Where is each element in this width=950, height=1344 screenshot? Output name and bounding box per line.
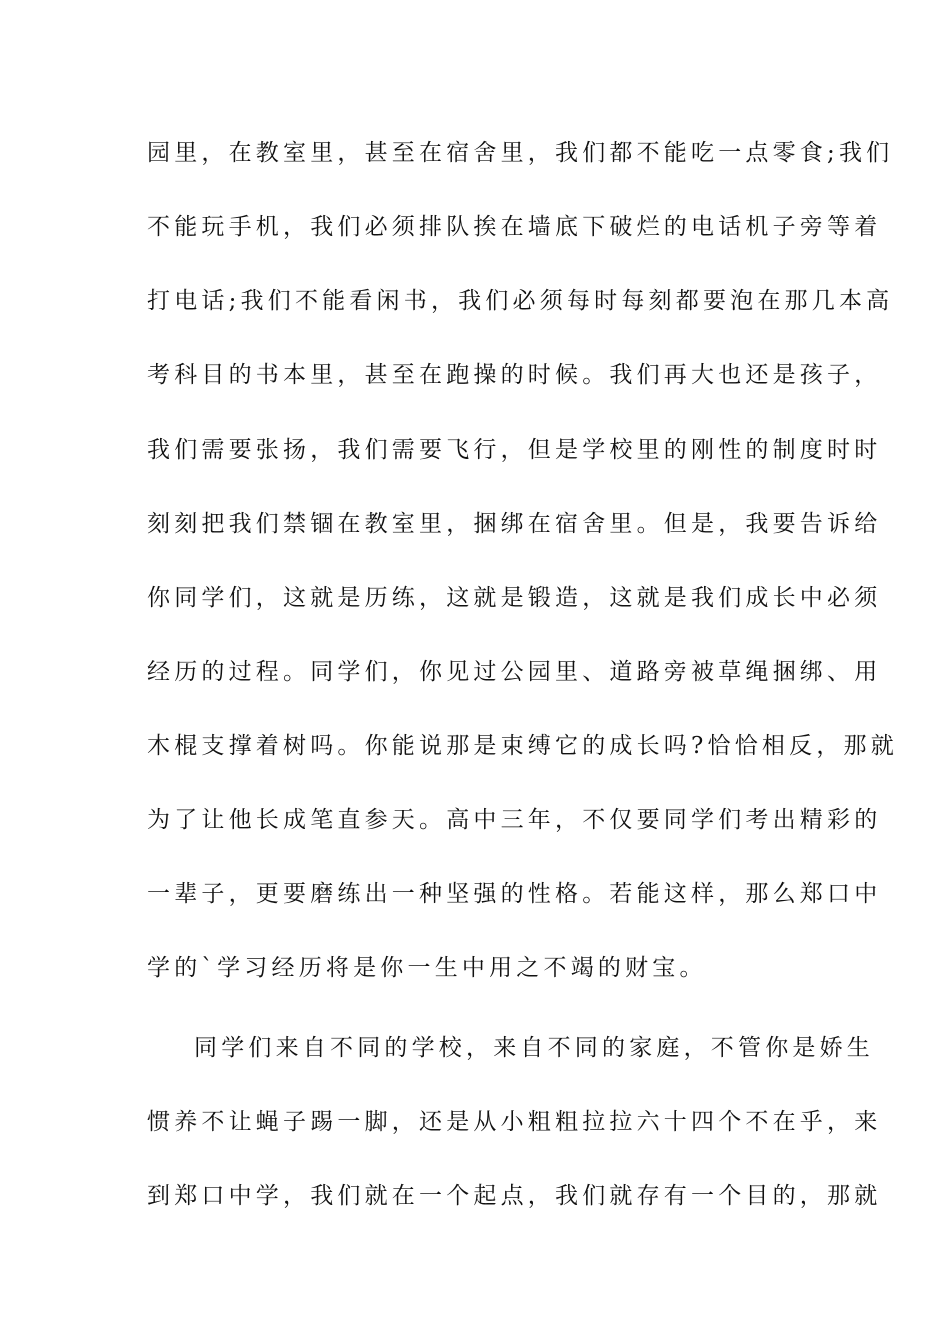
text-line: 打电话;我们不能看闲书，我们必须每时每刻都要泡在那几本高 — [147, 288, 894, 314]
text-line: 到郑口中学，我们就在一个起点，我们就存有一个目的，那就 — [147, 1183, 882, 1209]
text-line: 学的`学习经历将是你一生中用之不竭的财宝。 — [147, 955, 707, 981]
text-line: 一辈子，更要磨练出一种坚强的性格。若能这样，那么郑口中 — [147, 881, 882, 907]
text-line: 惯养不让蝇子踢一脚，还是从小粗粗拉拉六十四个不在乎，来 — [147, 1109, 882, 1135]
text-line: 经历的过程。同学们，你见过公园里、道路旁被草绳捆绑、用 — [147, 659, 882, 685]
text-line: 木棍支撑着树吗。你能说那是束缚它的成长吗?恰恰相反，那就 — [147, 733, 898, 759]
text-line: 为了让他长成笔直参天。高中三年，不仅要同学们考出精彩的 — [147, 807, 882, 833]
text-line: 你同学们，这就是历练，这就是锻造，这就是我们成长中必须 — [147, 585, 882, 611]
paragraph-first-line: 同学们来自不同的学校，来自不同的家庭，不管你是娇生 — [194, 1035, 874, 1061]
text-line: 不能玩手机，我们必须排队挨在墙底下破烂的电话机子旁等着 — [147, 214, 882, 240]
text-line: 考科目的书本里，甚至在跑操的时候。我们再大也还是孩子， — [147, 362, 882, 388]
text-line: 园里，在教室里，甚至在宿舍里，我们都不能吃一点零食;我们 — [147, 140, 894, 166]
text-line: 我们需要张扬，我们需要飞行，但是学校里的刚性的制度时时 — [147, 437, 882, 463]
text-line: 刻刻把我们禁锢在教室里，捆绑在宿舍里。但是，我要告诉给 — [147, 511, 882, 537]
